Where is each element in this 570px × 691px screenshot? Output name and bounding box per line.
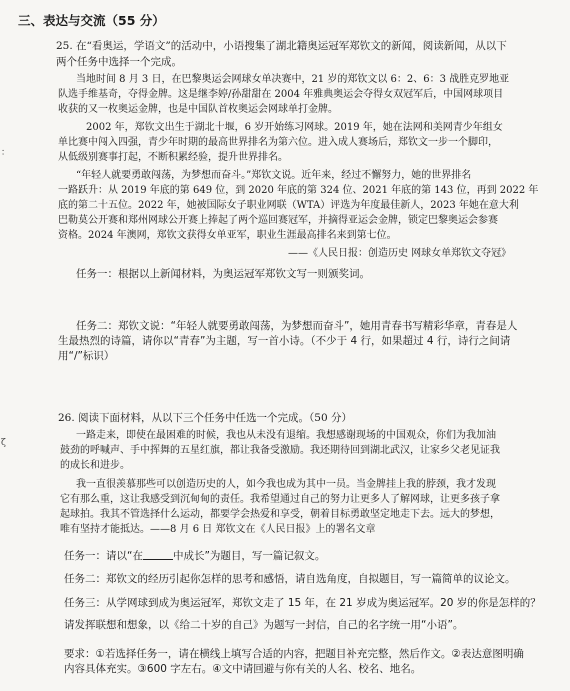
- news-source: ——《人民日报：创造历史 网球女单郑钦文夺冠》: [288, 248, 512, 259]
- material-para-2-line-4: 唯有坚持才能抵达。——8 月 6 日 郑钦文在《人民日报》上的署名文章: [60, 524, 376, 535]
- requirements-line-2: 内容具体充实。③600 字左右。④文中请回避与你有关的人名、校名、地名。: [64, 663, 422, 675]
- news-para-2-line-1: 2002 年，郑钦文出生于湖北十堰，6 岁开始练习网球。2019 年，她在法网和美网青少年组女: [86, 122, 503, 133]
- q25-intro-line-1: 25. 在“看奥运，学语文”的活动中，小语搜集了湖北籍奥运冠军郑钦文的新闻，阅读新闻，从以下: [56, 40, 507, 52]
- news-para-2-line-2: 单比赛中闯入四强，青少年时期的最高世界排名为第六位。进入成人赛场后，郑钦文一步一个脚印，: [58, 137, 498, 148]
- material-para-1-line-2: 鼓劲的呼喊声、手中挥舞的五星红旗，都让我备受激励。我还期待回到湖北武汉，让家乡父老见证我: [60, 445, 500, 456]
- news-para-3-line-5: 资格。2024 年澳网，郑钦文获得女单亚军，职业生涯最高排名来到第七位。: [58, 230, 397, 241]
- section-title: 三、表达与交流（55 分）: [18, 13, 165, 28]
- q25-task-2-line-1: 任务二：郑钦文说：“年轻人就要勇敢闯荡，为梦想而奋斗”，她用青春书写精彩华章，青春是人: [76, 320, 518, 332]
- material-para-2-line-2: 它有那么重，这让我感受到沉甸甸的责任。我希望通过自己的努力让更多人了解网球，让更多孩子拿: [60, 494, 500, 505]
- title-blank: [143, 549, 173, 560]
- q26-task-1-suffix: 中成长”为题目，写一篇记叙文。: [172, 550, 326, 562]
- q26-task-1: [64, 549, 325, 563]
- q25-task-1: 任务一：根据以上新闻材料，为奥运冠军郑钦文写一则颁奖词。: [76, 268, 370, 280]
- requirements-line-1: 要求：①若选择任务一，请在横线上填写合适的内容，把题目补充完整，然后作文。②表达意图明确: [64, 648, 524, 660]
- material-para-1-line-1: 一路走来，即使在最困难的时候，我也从未没有退缩。我想感谢现场的中国观众，你们为我加油: [76, 430, 496, 441]
- material-para-2-line-3: 起球拍。我其不管选择什么运动，都要学会热爱和享受，朝着目标勇敢坚定地走下去。远大的梦想，: [60, 509, 500, 520]
- q25-task-2-line-3: 用“/”标识）: [58, 350, 115, 362]
- q25-intro-line-2: 两个任务中选择一个完成。: [56, 56, 182, 68]
- q26-task-3-line-1: 任务三：从学网球到成为奥运冠军，郑钦文走了 15 年，在 21 岁成为奥运冠军。20 岁的你是怎样的？: [64, 597, 541, 609]
- q26-intro: 26. 阅读下面材料，从以下三个任务中任选一个完成。（50 分）: [58, 412, 352, 424]
- news-para-3-line-2: 一路跃升：从 2019 年底的第 649 位，到 2020 年底的第 324 位、2021 年底的第 143 位，再到 2022 年: [58, 185, 539, 196]
- news-para-1-line-1: 当地时间 8 月 3 日，在巴黎奥运会网球女单决赛中，21 岁的郑钦文以 6：2、6：3 战胜克罗地亚: [76, 74, 510, 85]
- news-para-3-line-3: 底的第二十五位。2022 年，她被国际女子职业网联（WTA）评选为年度最佳新人，2023 年她在意大利: [58, 200, 519, 211]
- q25-task-2-line-2: 生最热烈的诗篇，请你以“青春”为主题，写一首小诗。（不少于 4 行，如果超过 4 行，诗行之间请: [58, 335, 511, 347]
- news-para-3-line-4: 巴勒莫公开赛和郑州网球公开赛上捧起了两个巡回赛冠军，并摘得亚运会金牌，锁定巴黎奥运会参赛: [58, 215, 498, 226]
- material-para-1-line-3: 的成长和进步。: [60, 460, 130, 471]
- news-para-3-line-1: “年轻人就要勇敢闯荡，为梦想而奋斗。”郑钦文说。近年来，经过不懈努力，她的世界排名: [76, 170, 472, 181]
- material-para-2-line-1: 我一直很羡慕那些可以创造历史的人，如今我也成为其中一员。当金牌挂上我的脖颈，我才发现: [76, 479, 496, 490]
- q26-task-1-prefix: 任务一：请以“在: [64, 550, 143, 562]
- margin-mark-2: ζ: [1, 438, 6, 448]
- margin-mark-1: ：: [1, 148, 11, 158]
- news-para-1-line-2: 队选手维基奇，夺得金牌。这是继李婷/孙甜甜在 2004 年雅典奥运会夺得女双冠军后，中国网球项目: [58, 89, 504, 100]
- q26-task-3-line-2: 请发挥联想和想象，以《给二十岁的自己》为题写一封信，自己的名字统一用“小语”。: [64, 619, 464, 631]
- q26-task-2: 任务二：郑钦文的经历引起你怎样的思考和感悟，请自选角度，自拟题目，写一篇简单的议论文。: [64, 573, 516, 585]
- news-para-2-line-3: 从低级别赛事打起，不断积累经验，提升世界排名。: [58, 152, 288, 163]
- news-para-1-line-3: 收获的又一枚奥运金牌，也是中国队首枚奥运会网球单打金牌。: [58, 104, 338, 115]
